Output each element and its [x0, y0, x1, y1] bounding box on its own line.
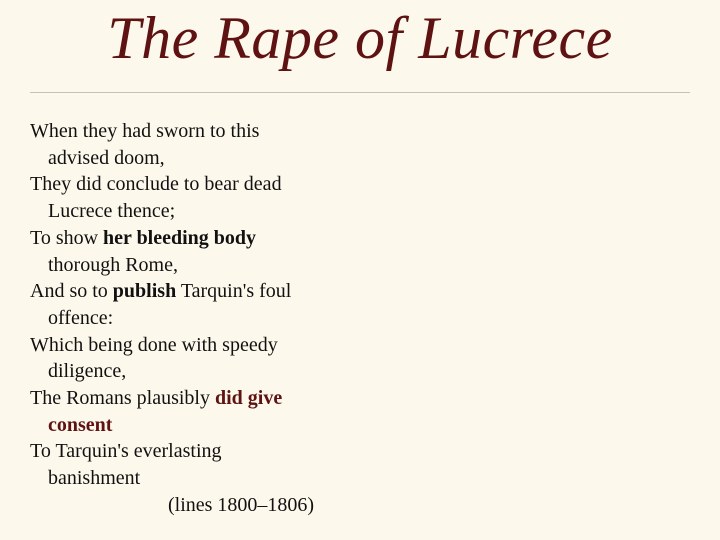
- poem-line-continuation: advised doom,: [48, 146, 165, 169]
- poem-line-continuation: banishment: [48, 467, 141, 490]
- emphasis-bold: her bleeding body: [103, 226, 257, 249]
- emphasis-bold-red: consent: [48, 413, 113, 436]
- poem-line-continuation: Lucrece thence;: [48, 200, 176, 223]
- poem-line: [30, 278, 350, 305]
- poem-text: Tarquin's foul: [176, 280, 292, 303]
- emphasis-bold-red: did give: [214, 387, 283, 410]
- poem-line-continuation: thorough Rome,: [48, 253, 178, 276]
- poem-text: To show: [30, 226, 104, 249]
- poem-line-continuation: diligence,: [48, 360, 127, 383]
- poem-text: And so to: [30, 280, 113, 303]
- poem-line: [30, 225, 350, 252]
- poem-excerpt: [30, 118, 350, 492]
- poem-line: [30, 385, 350, 412]
- line-citation: (lines 1800–1806): [168, 494, 315, 516]
- title-divider: [30, 92, 690, 93]
- poem-line: They did conclude to bear dead: [30, 173, 282, 196]
- poem-line-continuation: [30, 412, 350, 439]
- emphasis-bold: publish: [112, 280, 177, 303]
- poem-line: When they had sworn to this: [30, 120, 260, 142]
- poem-line: Which being done with speedy: [30, 333, 278, 356]
- poem-text: The Romans plausibly: [30, 387, 215, 410]
- poem-line: To Tarquin's everlasting: [30, 440, 222, 463]
- poem-line-continuation: offence:: [48, 306, 114, 329]
- slide-title: The Rape of Lucrece: [107, 5, 613, 71]
